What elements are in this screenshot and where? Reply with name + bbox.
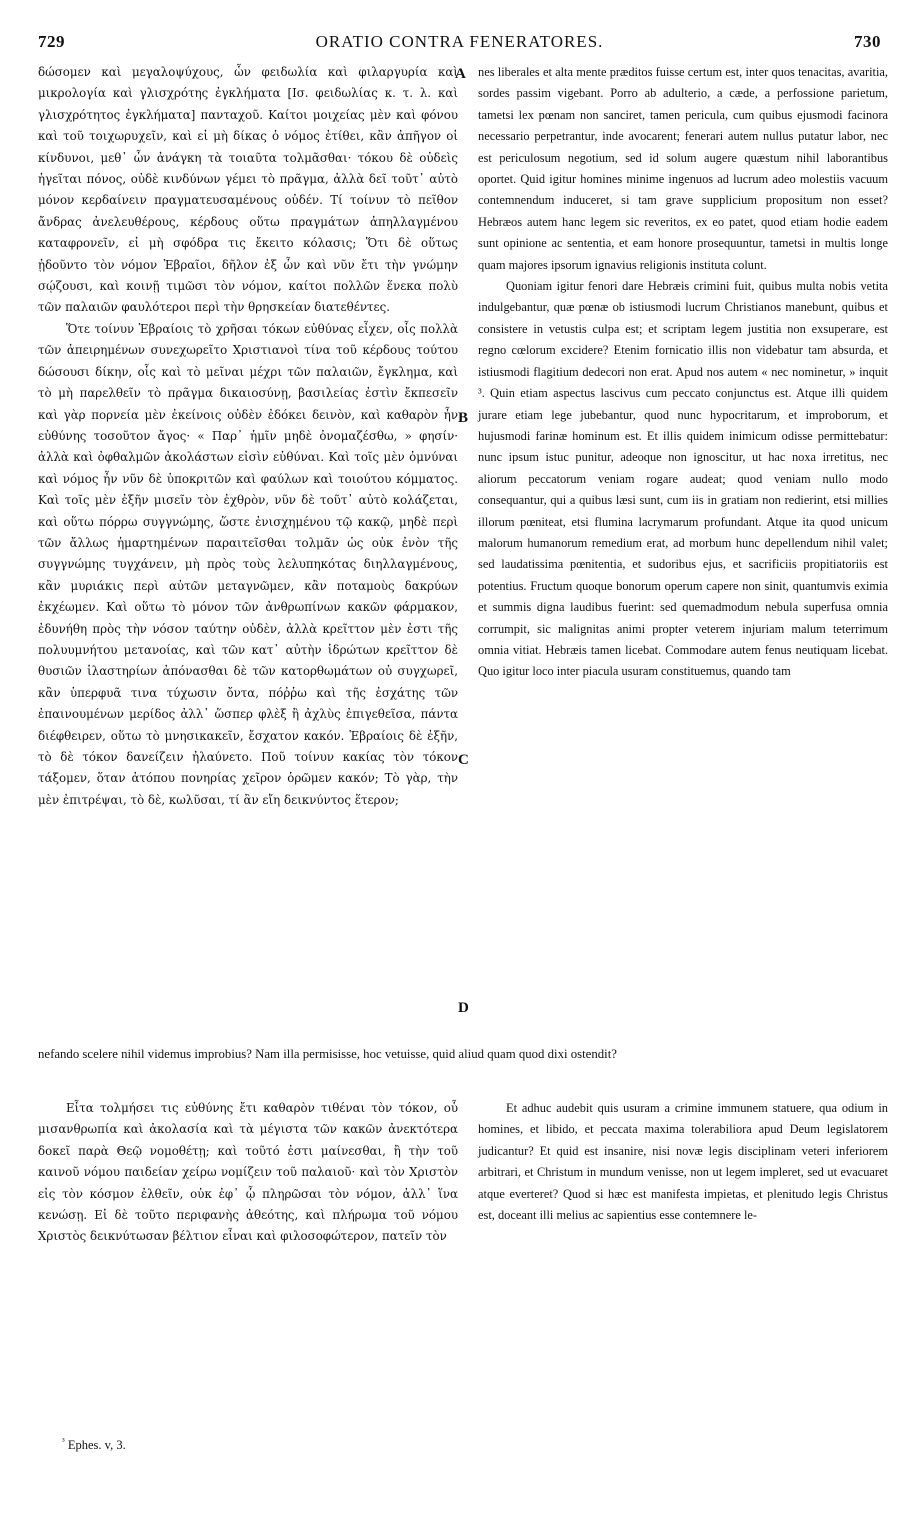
page-number-left: 729 [38, 32, 65, 51]
greek-column-top [38, 62, 458, 811]
margin-letter-c: C [458, 752, 469, 768]
footnote-mark: ³ [62, 1436, 65, 1446]
page-number-right: 730 [854, 32, 881, 51]
greek-paragraph-3: Εἶτα τολμήσει τις εὐθύνης ἔτι καθαρὸν τιθέναι τὸν τόκον, οὗ μισανθρωπία καὶ ἀκολασία καὶ τὰ μέγιστα τῶν κακῶν ἀνεκτότερα δοκεῖ παρὰ Θεῷ νομοθέτῃ; καὶ τοῦτό ἐστι μαίνεσθαι, ἢ τὴν τοῦ καινοῦ νόμου παιδείαν χείρω νομίζειν τοῦ παλαιοῦ· καὶ τὸν Χριστὸν εἰς τὸν κόσμον ἐλθεῖν, οὐκ ἐφ᾽ ᾧ πληρῶσαι τὸν νόμον, ἀλλ᾽ ἵνα κενώσῃ. Εἰ δὲ τοῦτο περιφανὴς ἀθεότης, καὶ πλήρωμα τοῦ νόμου Χριστὸς δεικνύτωσαν βέλτιον εἶναι καὶ φιλοσοφώτερον, πατεῖν τὸν [38, 1101, 458, 1244]
running-header [38, 32, 881, 58]
page-title: ORATIO CONTRA FENERATORES. [315, 32, 604, 51]
margin-letter-d: D [458, 1000, 469, 1016]
latin-column-top [478, 62, 888, 683]
margin-letter-b: B [458, 410, 469, 426]
latin-spanning-line [38, 1044, 888, 1065]
latin-column-bottom [478, 1098, 888, 1226]
latin-paragraph-1: nes liberales et alta mente præditos fuisse certum est, inter quos tenacitas, avaritia, sordes passim vigebant. Porro ab adulterio, a cæde, a perfossione parietum, tametsi lex pœnam non sanciret, tamen pericula, cum quibus ejusmodi facinora necessario perpetrantur, inde avocarent; fenerari autem nullus putatur labor, nec est periculosum negotium, sed id solum augere quæstum nihil laborantibus oportet. Quid igitur homines minime ingenuos ad lucrum adeo molestiis vacuum contemnendum induceret, si tam grave supplicium propositum non esset? Hebræos autem hanc legem sic reveritos, ex eo patet, quod etiam hodie eadem sunt opinione ac sententia, et eam honore prosequuntur, tametsi in multis longe quam majores ipsorum ignavius religionis instituta colunt. [478, 65, 888, 272]
latin-paragraph-2: Quoniam igitur fenori dare Hebræis crimini fuit, quibus multa nobis vetita indulgebantur, quæ pœnæ ob istiusmodi lucrum Christianos manebunt, quibus et consistere in vetustis culpa est; et scriptam legem justitia non exsuperare, est regno cœlorum excidere? Etenim fornicatio illis non videbatur tam absurda, et istiusmodi flagitium dedecori non erat. Apud nos autem « nec nominetur, » inquit ³. Quin etiam aspectus lascivus cum peccato conjunctus est. Atque illi quidem jurare etiam lege jubebantur, quod nunc hypocritarum, et improborum, et hujusmodi farinæ hominum est. Et illis quidem inimicum odisse permittebatur: nunc ipsum istuc punitur, adeoque non ignoscitur, ut hac noxa irretitus, nec aliorum peccatorum veniam rogare audeat; quod veniam nullo modo consequantur, qui a quibus læsi sunt, cum iis in gratiam non redierint, etsi millies illorum pœniteat, etsi flumina lacrymarum profundant. Atque ita quod unicum malorum humanorum remedium erat, ad morbum hunc depellendum nihil valet; sed laudatissima pœnitentia, et sudoribus ejus, et sacrificiis propitiatoriis est potentius. Fructum quoque bonorum operum capere non sinit, quantumvis eximia et summis digna laudibus fuerint: sed quemadmodum nebula superfusa omnia corrumpit, sic malignitas animi propter veterem injuriam malum teterrimum omnia vitiat. Hebræis tamen licebat. Commodare autem fenus neutiquam licebat. Quo igitur loco inter piacula usuram constituemus, quando tam [478, 279, 888, 679]
greek-paragraph-1: δώσομεν καὶ μεγαλοψύχους, ὧν φειδωλία καὶ φιλαργυρία καὶ μικρολογία καὶ γλισχρότης ἐγκλήματα [Ισ. φειδωλίας κ. τ. λ. καὶ γλισχρότητος ἐγκλήματα] πανταχοῦ. Καίτοι μοιχείας μὲν καὶ φόνου καὶ τοῦ τοιχωρυχεῖν, καὶ εἰ μὴ δίκας ὁ νόμος ἐτίθει, κἂν ἀπῆγον οἱ κίνδυνοι, μεθ᾽ ὧν ἀνάγκη τὰ τοιαῦτα τολμᾶσθαι· τόκου δὲ οὐδεὶς ἡγεῖται πόνος, οὐδὲ κινδύνων γέμει τὸ πρᾶγμα, ἀλλὰ δεῖ τοῦτ᾽ αὐτὸ μόνον κερδαίνειν πραγματευσαμένους οὐδέν. Τί τοίνυν τὸ πεῖθον ἄνδρας ἀνελευθέρους, κέρδους οὕτω πραγμάτων ἀπηλλαγμένου καταφρονεῖν, εἰ μὴ σφόδρα τις ἔκειτο κόλασις; Ὅτι δὲ οὕτως ᾐδοῦντο τὸν νόμον Ἑβραῖοι, δῆλον ἐξ ὧν καὶ νῦν ἔτι τὴν γνώμην σῴζουσι, καὶ κοινῇ τιμῶσι τὸν νόμον, καίτοι πολλῶν ἕνεκα πολὺ τῶν παλαιῶν φαυλότεροι περὶ τὴν θρησκείαν διατεθέντες. [38, 65, 458, 315]
latin-spanning-text: nefando scelere nihil videmus improbius? Nam illa permisisse, hoc vetuisse, quid aliud quam quod dixi ostendit? [38, 1047, 617, 1061]
greek-paragraph-2: Ὅτε τοίνυν Ἑβραίοις τὸ χρῆσαι τόκων εὐθύνας εἶχεν, οἷς πολλὰ τῶν ἀπειρημένων συνεχωρεῖτο Χριστιανοὶ τίνα τοῦ κέρδους τούτου δώσουσι δίκην, οἷς καὶ τὸ μεῖναι μέχρι τῶν παλαιῶν, ἔγκλημα, καὶ τὸ μὴ παρελθεῖν τὸ πρᾶγμα δικαιοσύνῃ, βασιλείας ἐστὶν ἔκπεσεῖν καὶ γὰρ πορνεία μὲν ἐκείνοις οὐδὲν ἐδόκει δεινὸν, καὶ καθαρὸν ἦν εὐθύνης τοσοῦτον ἄγος· « Παρ᾽ ἡμῖν μηδὲ ὀνομαζέσθω, » φησίν· ἀλλὰ καὶ ὀφθαλμῶν ἀκολάστων εἰσὶν εὐθύναι. Καὶ τοῖς μὲν ὀμνύναι καὶ νόμος ἦν νῦν δὲ ὑποκριτῶν καὶ φαύλων καὶ τοιούτου κόμματος. Καὶ τοῖς μὲν ἐξῆν μισεῖν τὸν ἐχθρὸν, νῦν δὲ τοῦτ᾽ αὐτὸ κολάζεται, καὶ οὕτω πόρρω συγγνώμης, ὥστε ἐνισχημένου τῷ κακῷ, μηδὲ περὶ τῶν ἄλλως ἡμαρτημένων παραιτεῖσθαι τολμᾶν ὡς οὐκ ἐνὸν τῆς συγγνώμης τυγχάνειν, μὴ πρὸς τοὺς λελυπηκότας διηλλαγμένους, κἂν μυριάκις περὶ αὐτῶν μεταγνῶμεν, κἂν ποταμοὺς δακρύων ἐκχέωμεν. Καὶ οὕτω τὸ μόνον τῶν ἀνθρωπίνων κακῶν φάρμακον, ἐδυνήθη πρὸς τὴν νόσον ταύτην οὐδὲν, ἀλλὰ κρεῖττον μὲν ἐστι τῆς πολυυμνήτου μετανοίας, καὶ τῶν κατ᾽ αὐτὴν ἱδρώτων κρεῖττον δὲ θυσιῶν ἱλαστηρίων ἀπόνασθαι δὲ τῶν κατορθωμάτων οὐ συγχωρεῖ, κἂν ὑπερφυᾶ τινα τύχωσιν ὄντα, πόῤῥω καὶ τῆς ἐσχάτης τῶν ἐπαινουμένων μερίδος ἀλλ᾽ ὥσπερ φλὲξ ἢ ἀχλὺς ἐπιγεθεῖσα, πάντα διέφθειρεν, οὕτω τὸ μνησικακεῖν, ἔσχατον κακόν. Ἑβραίοις δὲ ἐξῆν, τὸ δὲ τόκον δανείζειν ἠλαύνετο. Ποῦ τοίνυν κακίας τὸν τόκον τάξομεν, ὅταν ἀτόπου πονηρίας χεῖρον ὁρῶμεν κακόν; Τὸ γὰρ, τὴν μὲν ἐπιτρέψαι, τὸ δὲ, κωλῦσαι, τί ἂν εἴη δεικνύντος ἕτερον; [38, 321, 458, 807]
margin-letter-a: A [455, 66, 466, 82]
latin-paragraph-3: Et adhuc audebit quis usuram a crimine immunem statuere, qua odium in homines, et libido, et peccata maxima tolerabiliora apud Deum legislatorem judicantur? Et quid est insanire, nisi novæ legis disciplinam veteri inferiorem arbitrari, et Christum in mundum venisse, non ut legem impleret, sed ut evacuaret atque everteret? Quod si hæc est manifesta impietas, et plenitudo legis Christus est, doceant illi melius ac sapientius esse contemnere le- [478, 1101, 888, 1223]
footnote [62, 1436, 126, 1453]
footnote-text: Ephes. v, 3. [67, 1438, 126, 1453]
greek-column-bottom [38, 1098, 458, 1248]
